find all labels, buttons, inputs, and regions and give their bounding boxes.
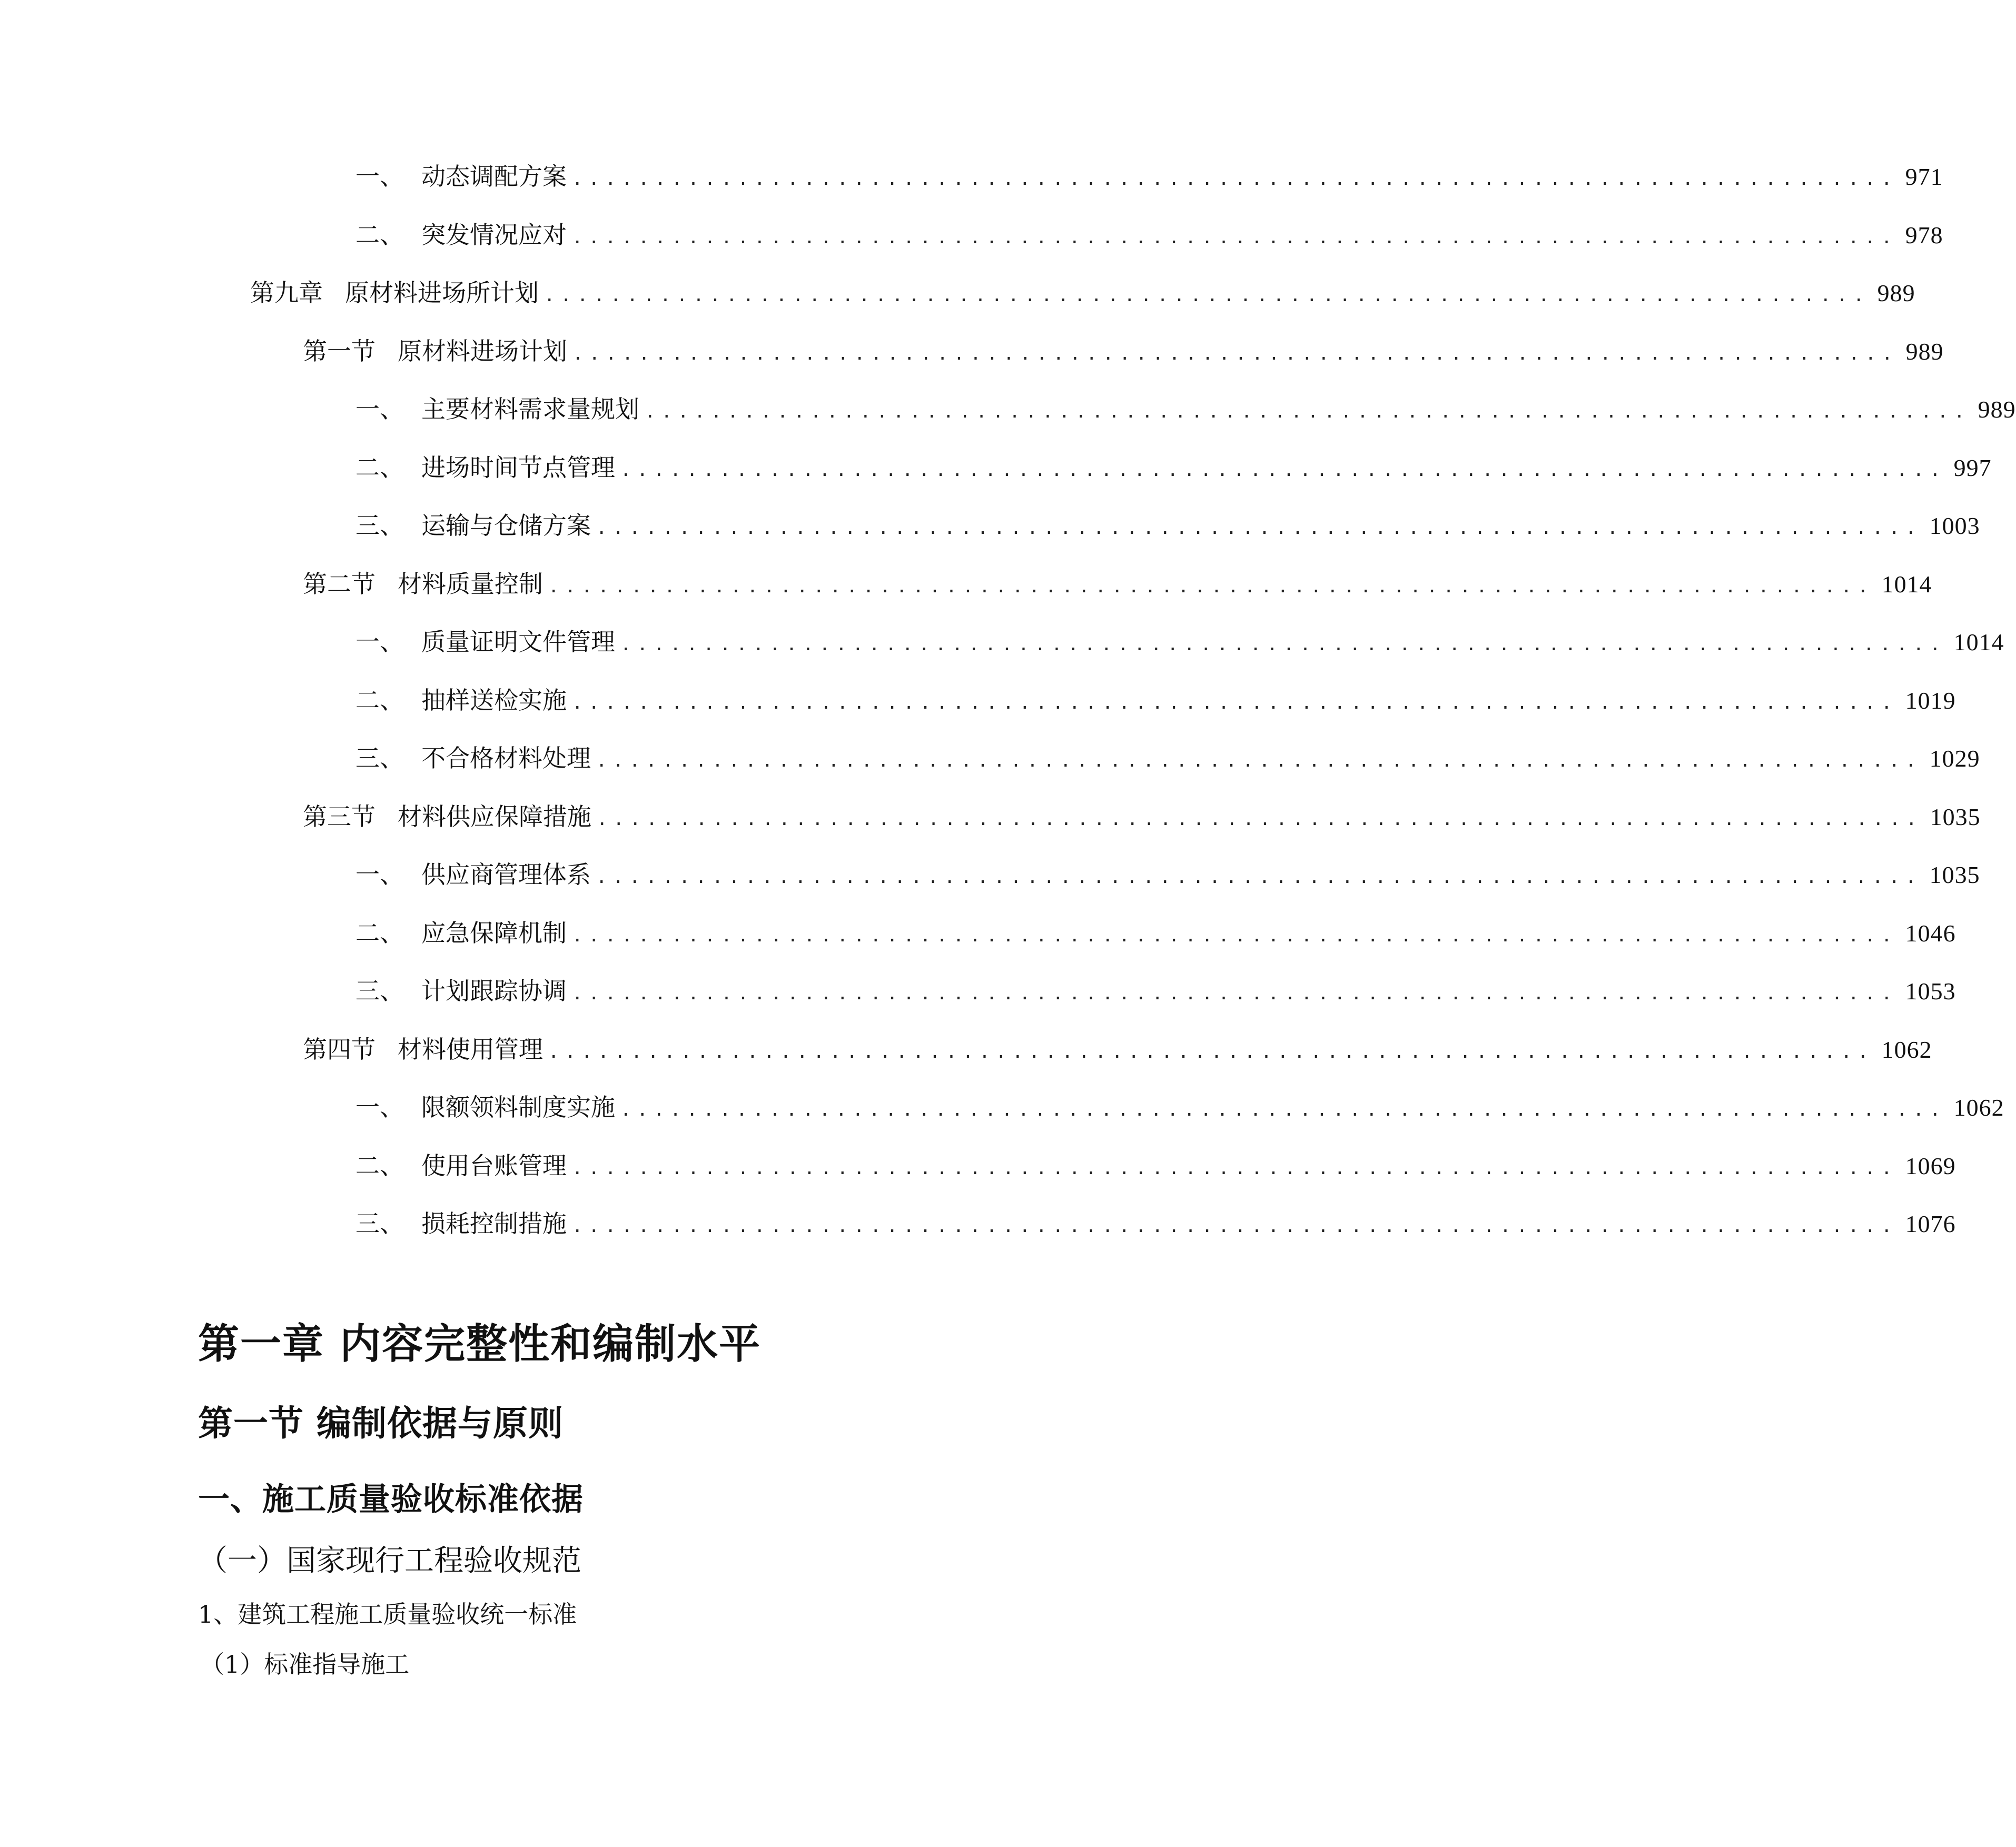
toc-dot-leader: ................................................................................: [572, 1216, 1898, 1237]
toc-entry-page-number: 978: [1905, 222, 1943, 249]
toc-entry-title: 进场时间节点管理: [421, 453, 615, 482]
toc-entry-title: 突发情况应对: [421, 221, 567, 249]
toc-entry[interactable]: [355, 1150, 1956, 1181]
toc-entry-number: 三、: [355, 977, 404, 1005]
toc-entry-title: 原材料进场所计划: [345, 279, 539, 307]
toc-entry-title: 应急保障机制: [421, 919, 567, 947]
toc-entry[interactable]: [303, 801, 1981, 832]
toc-entry-number: 三、: [355, 744, 404, 772]
toc-entry-title: 动态调配方案: [421, 162, 567, 191]
toc-dot-leader: ................................................................................: [572, 343, 1899, 364]
toc-dot-leader: ................................................................................: [572, 692, 1898, 713]
toc-entry-number: 第三节: [303, 802, 375, 831]
toc-dot-leader: ................................................................................: [548, 1041, 1874, 1062]
toc-entry-title: 主要材料需求量规划: [421, 395, 639, 423]
toc-entry-page-number: 1029: [1929, 745, 1980, 772]
toc-entry-page-number: 1069: [1905, 1153, 1956, 1179]
toc-entry[interactable]: [355, 1091, 2004, 1123]
toc-entry[interactable]: [303, 335, 1944, 367]
toc-entry[interactable]: [355, 626, 2004, 658]
toc-entry-number: 二、: [355, 221, 404, 249]
toc-entry-number: 三、: [355, 1209, 404, 1238]
toc-entry[interactable]: [303, 568, 1932, 600]
toc-entry-number: 一、: [355, 860, 404, 889]
toc-entry[interactable]: [355, 161, 1943, 192]
item-heading: （一）国家现行工程验收规范: [198, 1544, 581, 1578]
toc-entry[interactable]: [355, 917, 1956, 949]
toc-entry-page-number: 971: [1905, 163, 1943, 190]
toc-dot-leader: ................................................................................: [572, 1158, 1898, 1179]
toc-dot-leader: ................................................................................: [596, 518, 1922, 539]
toc-entry-title: 不合格材料处理: [421, 744, 591, 772]
toc-entry-number: 第九章: [250, 279, 323, 307]
chapter-heading: 第一章 内容完整性和编制水平: [198, 1320, 762, 1368]
toc-entry[interactable]: [355, 510, 1980, 541]
toc-entry-title: 质量证明文件管理: [421, 628, 615, 656]
toc-entry[interactable]: [355, 859, 1980, 890]
toc-entry-page-number: 989: [1905, 338, 1944, 365]
toc-entry-number: 一、: [355, 162, 404, 191]
toc-entry-number: 一、: [355, 628, 404, 656]
toc-entry-title: 限额领料制度实施: [421, 1093, 615, 1121]
toc-entry-title: 运输与仓储方案: [421, 511, 591, 540]
toc-entry-page-number: 997: [1953, 454, 1992, 481]
toc-entry-page-number: 1014: [1953, 629, 2004, 656]
toc-entry[interactable]: [355, 975, 1956, 1007]
toc-entry-number: 一、: [355, 1093, 404, 1121]
toc-entry-number: 二、: [355, 1151, 404, 1180]
toc-entry-page-number: 1035: [1930, 803, 1981, 830]
toc-entry-page-number: 1062: [1953, 1094, 2004, 1121]
toc-entry[interactable]: [355, 452, 1992, 483]
subpoint-heading: （1）标准指导施工: [200, 1650, 410, 1679]
toc-dot-leader: ................................................................................: [572, 983, 1898, 1004]
toc-dot-leader: ................................................................................: [620, 634, 1946, 655]
toc-entry-page-number: 1003: [1929, 512, 1980, 539]
section-heading: 第一节 编制依据与原则: [198, 1403, 564, 1444]
toc-entry-title: 材料使用管理: [398, 1035, 543, 1064]
toc-entry-title: 供应商管理体系: [421, 860, 591, 889]
point-heading: 1、建筑工程施工质量验收统一标准: [198, 1600, 577, 1628]
toc-entry-number: 第一节: [303, 337, 375, 365]
toc-entry-page-number: 1014: [1881, 571, 1932, 598]
toc-entry-number: 二、: [355, 686, 404, 714]
toc-entry-title: 使用台账管理: [421, 1151, 567, 1180]
toc-entry-title: 计划跟踪协调: [421, 977, 567, 1005]
toc-dot-leader: ................................................................................: [597, 809, 1923, 830]
toc-entry[interactable]: [355, 219, 1943, 251]
toc-dot-leader: ................................................................................: [572, 925, 1898, 946]
toc-entry[interactable]: [355, 684, 1956, 716]
toc-entry-number: 三、: [355, 511, 404, 540]
toc-entry-title: 材料质量控制: [398, 570, 543, 598]
toc-entry-number: 二、: [355, 919, 404, 947]
toc-entry-title: 原材料进场计划: [398, 337, 567, 365]
toc-dot-leader: ................................................................................: [620, 460, 1946, 481]
toc-dot-leader: ................................................................................: [596, 867, 1922, 888]
toc-entry-number: 第二节: [303, 570, 375, 598]
toc-dot-leader: ................................................................................: [572, 168, 1898, 190]
toc-entry-title: 损耗控制措施: [421, 1209, 567, 1238]
toc-entry[interactable]: [303, 1034, 1932, 1065]
subsection-heading: 一、施工质量验收标准依据: [198, 1481, 584, 1518]
toc-entry[interactable]: [355, 742, 1980, 774]
toc-entry-title: 抽样送检实施: [421, 686, 567, 714]
toc-entry-number: 第四节: [303, 1035, 375, 1064]
toc-entry-page-number: 989: [1978, 396, 2016, 423]
toc-dot-leader: ................................................................................: [596, 750, 1922, 771]
toc-dot-leader: ................................................................................: [544, 285, 1870, 306]
toc-entry-number: 二、: [355, 453, 404, 482]
toc-dot-leader: ................................................................................: [620, 1099, 1946, 1120]
toc-entry-title: 材料供应保障措施: [398, 802, 591, 831]
toc-entry-page-number: 1062: [1881, 1036, 1932, 1063]
toc-entry-page-number: 1053: [1905, 978, 1956, 1005]
toc-entry-page-number: 1019: [1905, 687, 1956, 714]
toc-entry-page-number: 1046: [1905, 920, 1956, 947]
toc-entry[interactable]: [355, 1208, 1956, 1239]
toc-entry-page-number: 1076: [1905, 1210, 1956, 1237]
toc-dot-leader: ................................................................................: [548, 576, 1874, 597]
toc-entry-page-number: 1035: [1929, 861, 1980, 888]
toc-entry-number: 一、: [355, 395, 404, 423]
toc-entry[interactable]: [355, 393, 2016, 425]
toc-entry[interactable]: [250, 277, 1915, 309]
toc-dot-leader: ................................................................................: [645, 401, 1971, 422]
toc-entry-page-number: 989: [1877, 280, 1915, 306]
toc-dot-leader: ................................................................................: [572, 227, 1898, 248]
